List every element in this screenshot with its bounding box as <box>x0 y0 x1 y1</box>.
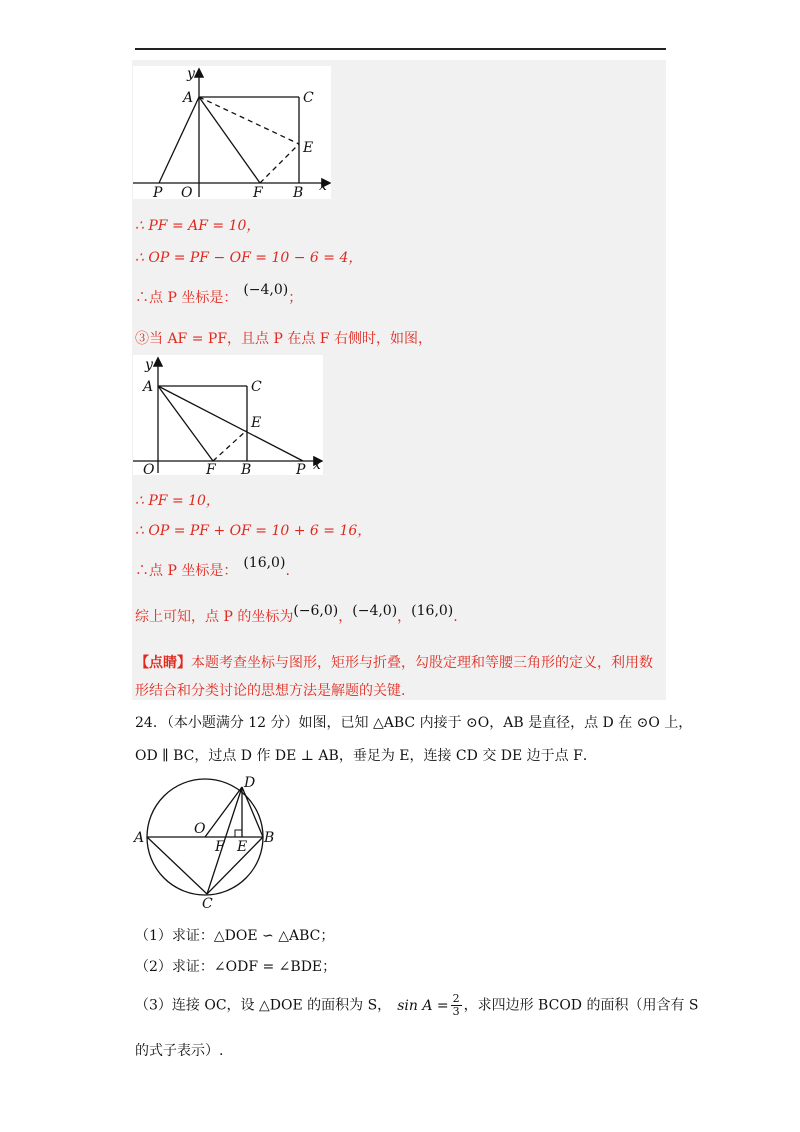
fig3-label-e: E <box>237 839 248 855</box>
fig3-label-b: B <box>264 830 275 846</box>
solution-line-8: 综上可知，点 P 的坐标为(−6,0)，(−4,0)，(16,0). <box>135 603 458 625</box>
fig3-label-o: O <box>194 821 206 837</box>
fig2-label-o: O <box>143 462 155 475</box>
fig1-label-f: F <box>253 185 263 199</box>
q24-line-1: 24．（本小题满分 12 分）如图，已知 △ABC 内接于 ⊙O，AB 是直径，点 D 在 ⊙O 上， <box>135 715 693 731</box>
q24-part-3: （3）连接 OC，设 △DOE 的面积为 S， sin A = $\frac{2}{3}$ ，求四边形 BCOD 的面积（用含有 S <box>135 992 699 1018</box>
q24-line-2: OD ∥ BC，过点 D 作 DE ⊥ AB，垂足为 E，连接 CD 交 DE 边于点 F． <box>135 748 597 764</box>
fig1-label-e: E <box>303 140 314 156</box>
solution-line-5: ∴ PF = 10， <box>135 493 220 509</box>
solution-line-6: ∴ OP = PF + OF = 10 + 6 = 16， <box>135 523 372 539</box>
fig1-label-b: B <box>293 185 304 199</box>
figure-1-coordinate <box>133 66 331 199</box>
fig2-label-y: y <box>145 357 153 373</box>
fraction-two-thirds: $\frac{2}{3}$ <box>452 992 460 1018</box>
solution-line-10: 形结合和分类讨论的思想方法是解题的关键. <box>135 683 406 699</box>
fig1-label-c: C <box>303 90 314 106</box>
solution-line-1: ∴ PF = AF = 10， <box>135 218 261 234</box>
fig1-label-a: A <box>183 90 194 106</box>
fig3-label-a: A <box>134 830 145 846</box>
fig1-label-o: O <box>181 185 193 199</box>
fig2-label-f: F <box>206 462 216 475</box>
fig2-label-x: x <box>313 457 321 473</box>
q24-part-1: （1）求证：△DOE ∽ △ABC； <box>135 928 335 944</box>
fig1-label-x: x <box>319 178 327 194</box>
solution-line-4: ③当 AF = PF，且点 P 在点 F 右侧时，如图， <box>135 331 432 347</box>
fig3-label-d: D <box>244 775 256 791</box>
fig2-label-p: P <box>296 462 306 475</box>
fig2-label-c: C <box>251 379 262 395</box>
solution-line-7: ∴点 P 坐标是： (16,0). <box>135 555 290 579</box>
solution-line-2: ∴ OP = PF − OF = 10 − 6 = 4， <box>135 250 363 266</box>
fig1-label-p: P <box>153 185 163 199</box>
figure-2-coordinate <box>133 355 323 475</box>
fig2-label-e: E <box>251 415 262 431</box>
fig2-label-b: B <box>241 462 252 475</box>
fig3-label-c: C <box>202 896 213 910</box>
q24-part-2: （2）求证：∠ODF = ∠BDE； <box>135 959 337 975</box>
solution-line-3: ∴点 P 坐标是： (−4,0)； <box>135 282 303 306</box>
q24-part-3-cont: 的式子表示）. <box>135 1043 224 1059</box>
fig2-label-a: A <box>143 379 154 395</box>
fig1-label-y: y <box>187 66 195 82</box>
header-rule <box>135 48 666 50</box>
fig3-label-f: F <box>215 839 225 855</box>
figure-3-circle <box>130 775 280 910</box>
solution-line-9: 【点睛】本题考查坐标与图形，矩形与折叠，勾股定理和等腰三角形的定义，利用数 <box>135 655 653 671</box>
